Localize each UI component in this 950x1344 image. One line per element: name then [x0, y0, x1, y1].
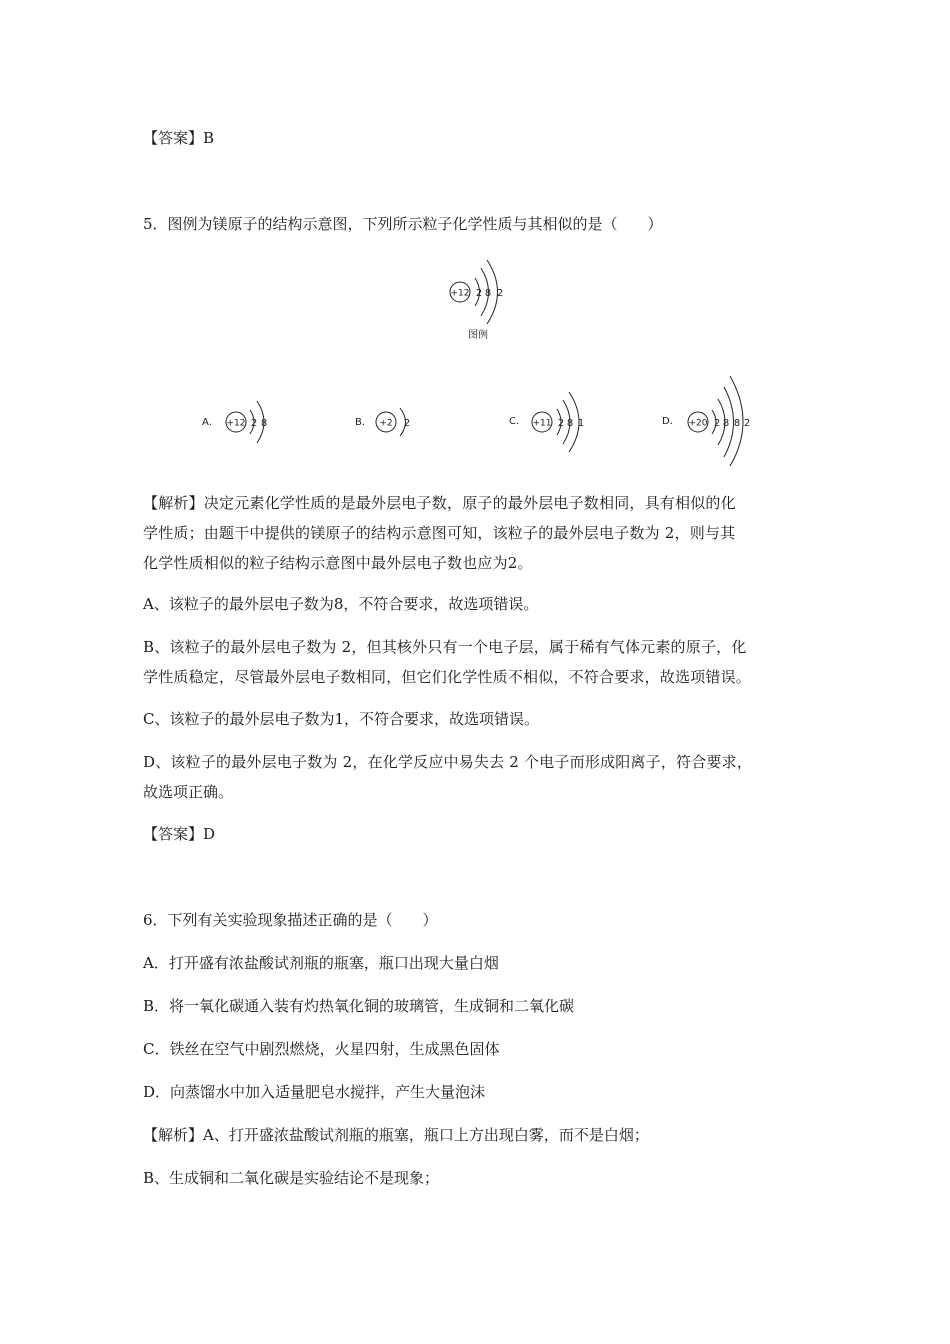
q5-d-explanation: 故选项正确。	[143, 783, 234, 801]
option-d-shell-count: 2	[713, 418, 721, 429]
legend-shell-count: 2	[475, 288, 483, 299]
option-b-diagram	[353, 395, 423, 451]
option-a-shell-count: 8	[260, 418, 268, 429]
option-d-nucleus: +20	[688, 418, 708, 429]
q5-stem: 5．图例为镁原子的结构示意图，下列所示粒子化学性质与其相似的是（ ）	[143, 215, 663, 233]
option-b-nucleus: +2	[379, 418, 393, 429]
option-c-shell-count: 1	[577, 418, 585, 429]
q5-answer: 【答案】D	[143, 825, 216, 843]
option-a-label: A．	[202, 417, 219, 428]
q6-option-d: D．向蒸馏水中加入适量肥皂水搅拌，产生大量泡沫	[143, 1083, 486, 1101]
legend-nucleus: +12	[450, 288, 470, 299]
q5-d-explanation: D、该粒子的最外层电子数为 2，在化学反应中易失去 2 个电子而形成阳离子，符合要求，	[143, 753, 753, 771]
q5-analysis-line: 化学性质相似的粒子结构示意图中最外层电子数也应为2。	[143, 554, 533, 572]
option-b-label: B．	[355, 417, 372, 428]
q5-analysis-line: 【解析】决定元素化学性质的是最外层电子数，原子的最外层电子数相同，具有相似的化	[143, 494, 736, 512]
option-a-nucleus: +12	[226, 418, 246, 429]
option-c-shell-count: 8	[566, 418, 574, 429]
legend-caption: 图例	[468, 330, 488, 341]
q5-b-explanation: 学性质稳定，尽管最外层电子数相同，但它们化学性质不相似，不符合要求，故选项错误。	[143, 668, 752, 686]
option-c-diagram	[507, 388, 597, 454]
option-d-diagram	[660, 372, 765, 468]
q5-a-explanation: A、该粒子的最外层电子数为8，不符合要求，故选项错误。	[143, 595, 539, 613]
legend-shell-count: 2	[496, 288, 504, 299]
q5-b-explanation: B、该粒子的最外层电子数为 2，但其核外只有一个电子层，属于稀有气体元素的原子，化	[143, 638, 747, 656]
q6-analysis-line: 【解析】A、打开盛浓盐酸试剂瓶的瓶塞，瓶口上方出现白雾，而不是白烟；	[143, 1126, 649, 1144]
option-c-shell-count: 2	[557, 418, 565, 429]
q6-option-a: A．打开盛有浓盐酸试剂瓶的瓶塞，瓶口出现大量白烟	[143, 954, 499, 972]
legend-diagram	[440, 255, 520, 343]
q5-analysis-line: 学性质；由题干中提供的镁原子的结构示意图可知，该粒子的最外层电子数为 2，则与其	[143, 524, 736, 542]
option-d-shell-count: 8	[722, 418, 730, 429]
option-c-label: C．	[509, 416, 526, 427]
answer-prev: 【答案】B	[143, 129, 215, 147]
legend-shell-count: 8	[484, 288, 492, 299]
q5-c-explanation: C、该粒子的最外层电子数为1，不符合要求，故选项错误。	[143, 710, 540, 728]
option-c-nucleus: +11	[532, 418, 552, 429]
q6-option-b: B．将一氧化碳通入装有灼热氧化铜的玻璃管，生成铜和二氧化碳	[143, 997, 575, 1015]
q6-option-c: C．铁丝在空气中剧烈燃烧，火星四射，生成黑色固体	[143, 1040, 500, 1058]
option-a-diagram	[200, 395, 280, 451]
option-d-shell-count: 8	[733, 418, 741, 429]
option-b-shell-count: 2	[403, 418, 411, 429]
option-d-shell-count: 2	[743, 418, 751, 429]
option-a-shell-count: 2	[250, 418, 258, 429]
q6-analysis-line: B、生成铜和二氧化碳是实验结论不是现象；	[143, 1169, 440, 1187]
option-d-label: D．	[662, 416, 680, 427]
q6-stem: 6．下列有关实验现象描述正确的是（ ）	[143, 911, 438, 929]
